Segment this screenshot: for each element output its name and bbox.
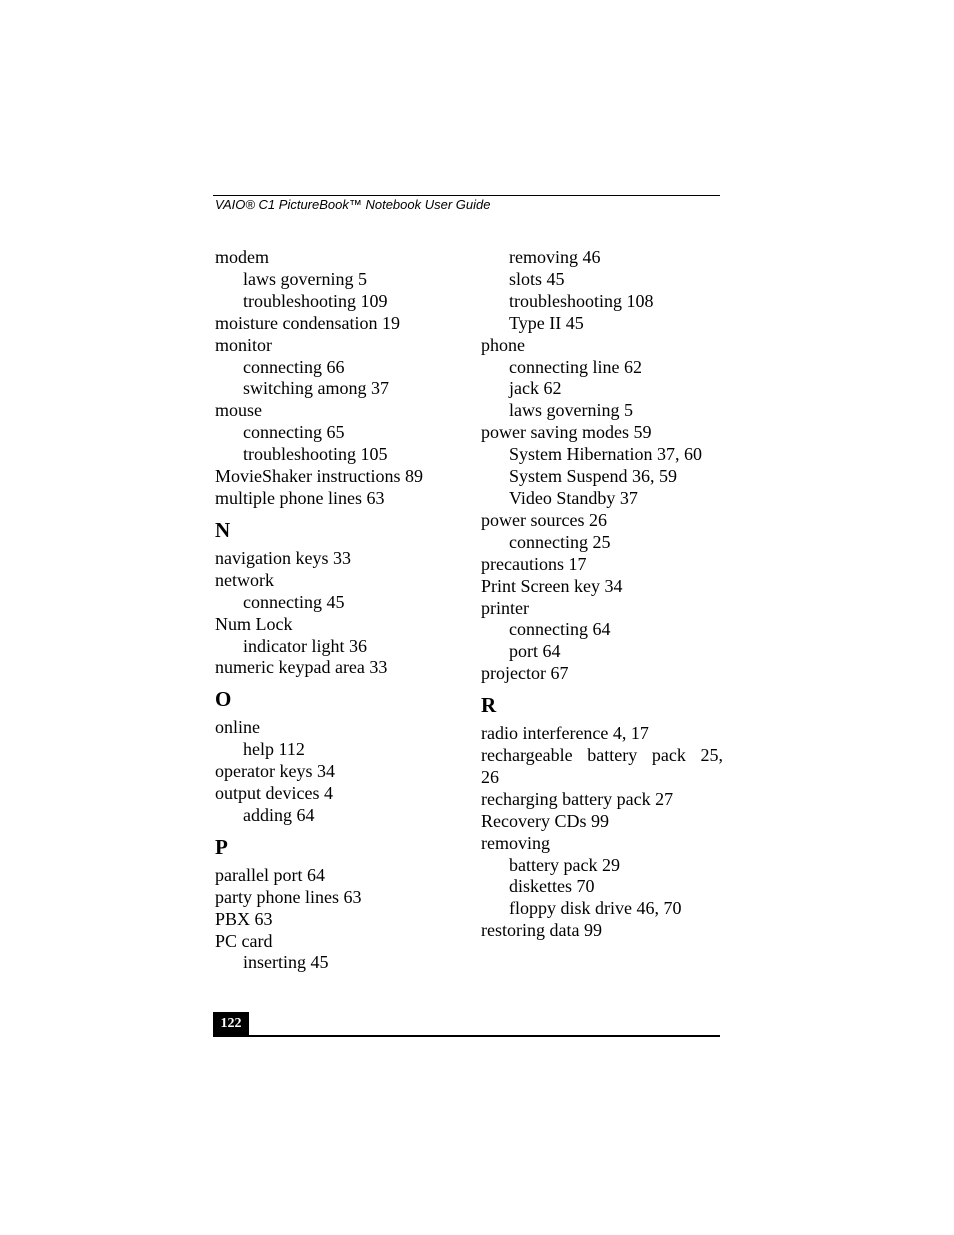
- index-entry: navigation keys 33: [215, 547, 351, 568]
- index-entry: mouse: [215, 400, 262, 421]
- index-subentry: connecting 65: [243, 422, 345, 443]
- index-subentry: laws governing 5: [243, 268, 367, 289]
- index-entry: modem: [215, 247, 269, 267]
- index-subentry: help 112: [243, 739, 305, 760]
- index-entry: Num Lock: [215, 613, 293, 634]
- index-subentry: troubleshooting 109: [243, 290, 388, 311]
- index-entry: PBX 63: [215, 908, 273, 929]
- index-entry: Print Screen key 34: [481, 575, 623, 596]
- page-number: 122: [213, 1012, 249, 1036]
- running-header: VAIO® C1 PictureBook™ Notebook User Guide: [215, 197, 491, 212]
- index-entry: rechargeable battery pack 25,: [481, 745, 723, 766]
- index-subentry: floppy disk drive 46, 70: [509, 898, 682, 919]
- index-subentry: connecting 25: [509, 531, 611, 552]
- index-entry: printer: [481, 597, 529, 618]
- footer-rule: [213, 1035, 720, 1037]
- index-subentry: connecting 64: [509, 619, 611, 640]
- header-rule: [213, 195, 720, 196]
- index-section-letter: O: [215, 687, 232, 712]
- index-subentry: diskettes 70: [509, 876, 595, 897]
- index-entry: PC card: [215, 930, 273, 951]
- index-entry: moisture condensation 19: [215, 312, 400, 333]
- index-section-letter: R: [481, 693, 497, 718]
- index-entry: recharging battery pack 27: [481, 788, 674, 809]
- index-entry: phone: [481, 334, 525, 355]
- index-subentry: System Hibernation 37, 60: [509, 444, 702, 465]
- index-subentry: laws governing 5: [509, 400, 633, 421]
- index-entry: parallel port 64: [215, 864, 325, 885]
- index-subentry: troubleshooting 108: [509, 290, 654, 311]
- index-subentry: connecting 45: [243, 591, 345, 612]
- index-entry: precautions 17: [481, 553, 587, 574]
- index-section-letter: N: [215, 517, 231, 542]
- index-entry: removing: [481, 832, 550, 853]
- index-subentry: jack 62: [509, 378, 562, 399]
- index-entry: output devices 4: [215, 783, 333, 804]
- index-section-letter: P: [215, 834, 228, 859]
- index-subentry: port 64: [509, 641, 561, 662]
- index-entry: power saving modes 59: [481, 422, 652, 443]
- index-entry: operator keys 34: [215, 761, 335, 782]
- index-entry: multiple phone lines 63: [215, 487, 385, 508]
- index-subentry: Type II 45: [509, 312, 584, 333]
- index-entry: power sources 26: [481, 509, 607, 530]
- index-entry: MovieShaker instructions 89: [215, 466, 423, 487]
- index-subentry: System Suspend 36, 59: [509, 466, 678, 487]
- index-subentry: troubleshooting 105: [243, 444, 388, 465]
- index-entry: restoring data 99: [481, 920, 602, 941]
- index-subentry: indicator light 36: [243, 635, 367, 656]
- index-entry: online: [215, 717, 260, 738]
- index-entry: Recovery CDs 99: [481, 810, 609, 831]
- index-subentry: connecting line 62: [509, 356, 642, 377]
- index-subentry: inserting 45: [243, 952, 329, 973]
- index-subentry: slots 45: [509, 268, 565, 289]
- index-entry: party phone lines 63: [215, 886, 362, 907]
- index-entry: numeric keypad area 33: [215, 657, 388, 678]
- index-entry: projector 67: [481, 663, 569, 684]
- index-entry: radio interference 4, 17: [481, 723, 649, 744]
- index-entry: network: [215, 569, 274, 590]
- index-subentry: Video Standby 37: [509, 487, 638, 508]
- index-entry: 26: [481, 766, 499, 787]
- index-entry: monitor: [215, 334, 272, 355]
- index-subentry: battery pack 29: [509, 854, 620, 875]
- index-subentry: switching among 37: [243, 378, 389, 399]
- index-column-right: [481, 247, 723, 942]
- index-column-left: [215, 247, 460, 974]
- index-subentry: connecting 66: [243, 356, 345, 377]
- index-subentry: removing 46: [509, 247, 601, 267]
- index-subentry: adding 64: [243, 804, 315, 825]
